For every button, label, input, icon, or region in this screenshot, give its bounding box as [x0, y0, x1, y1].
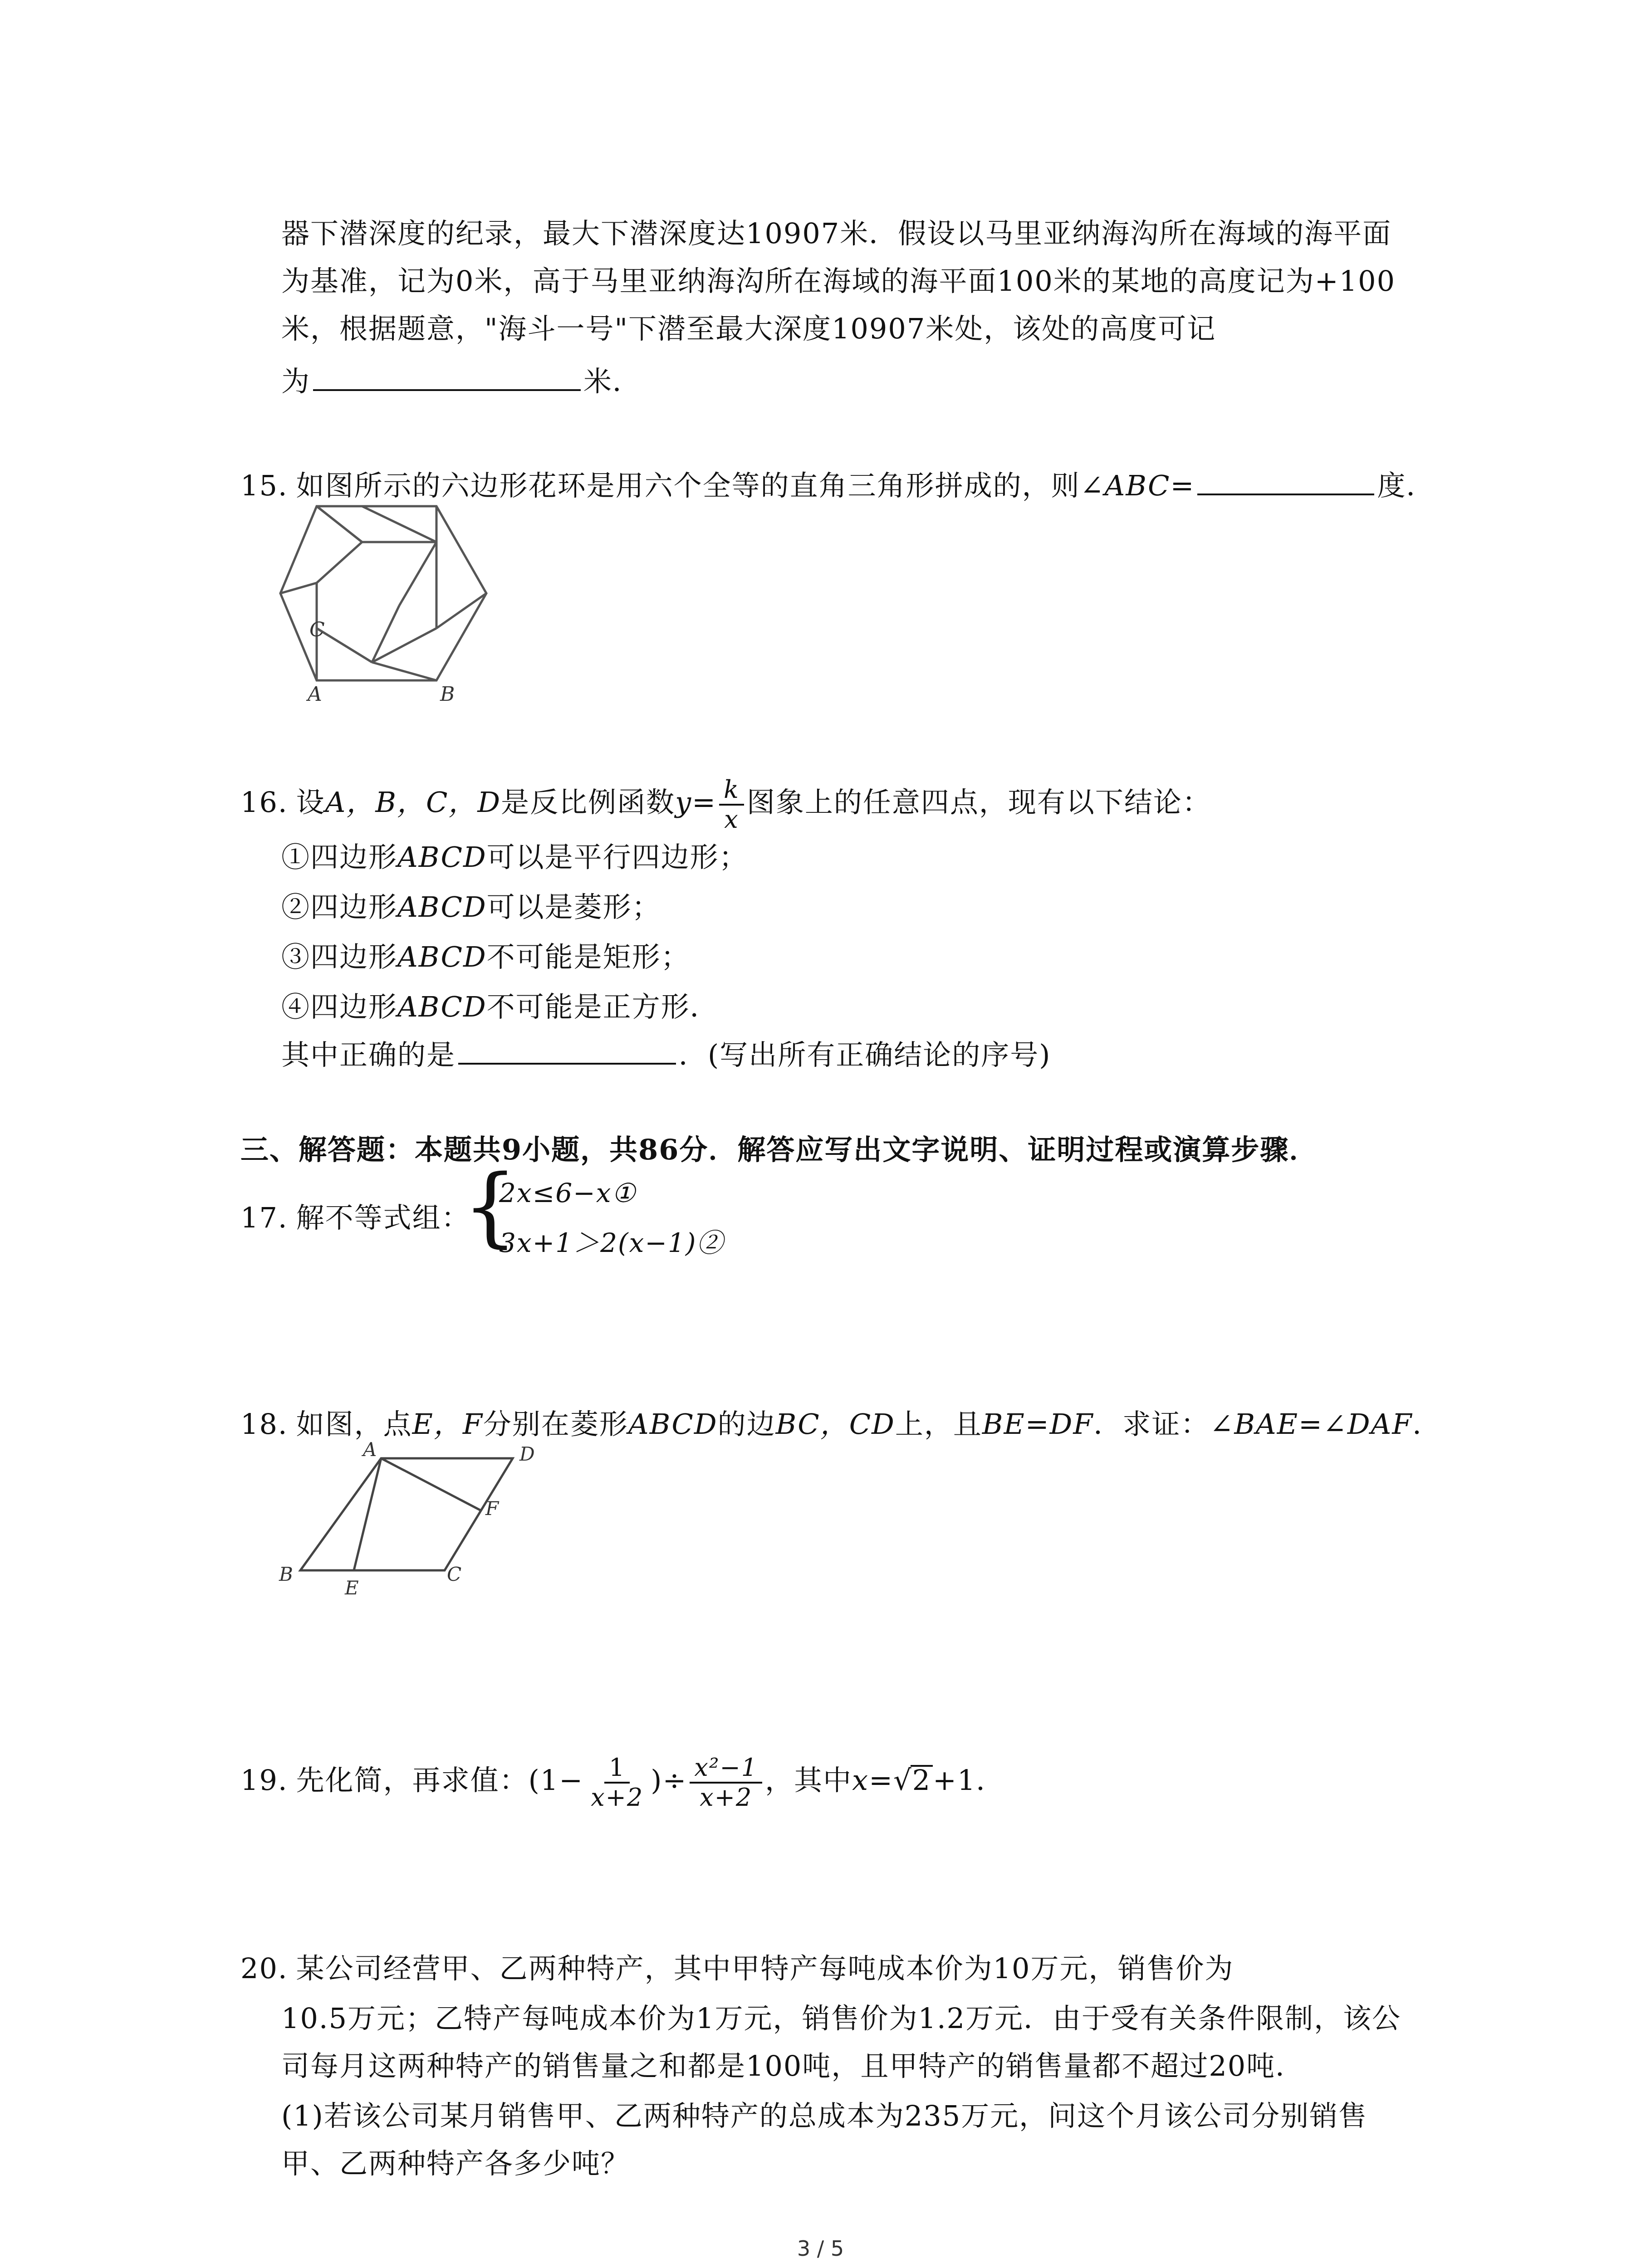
q15-answer-blank[interactable] — [1197, 467, 1374, 495]
label-e: E — [345, 1577, 359, 1599]
q16-item-1: ①四边形ABCD可以是平行四边形； — [281, 841, 748, 874]
q17-inequality-2: 3x+1＞2(x−1)② — [499, 1227, 724, 1258]
q18-text: 18. 如图，点E，F分别在菱形ABCD的边BC，CD上，且BE=DF．求证：∠BAE=∠DAF． — [240, 1408, 1442, 1441]
label-b: B — [440, 683, 455, 705]
label-f: F — [485, 1497, 499, 1520]
label-a: A — [308, 683, 322, 705]
label-c: C — [309, 618, 325, 641]
q17-text: 17. 解不等式组： — [240, 1201, 470, 1234]
fraction-1-over-x-plus-2: $\frac{1}{x+2}$ — [591, 1753, 644, 1812]
q19-text: 19. 先化简，再求值：(1− $\frac{1}{x+2}$ )÷ $\frac{\text{x²−1}}{x+2}$ ，其中x=√2+1． — [240, 1753, 1005, 1812]
q16-answer-line: 其中正确的是 ．(写出所有正确结论的序号) — [281, 1036, 1051, 1073]
system-brace: { — [463, 1156, 518, 1256]
label-a: A — [363, 1438, 377, 1461]
label-c: C — [447, 1563, 462, 1585]
q16-item-2: ②四边形ABCD可以是菱形； — [281, 890, 661, 924]
q20-line-2: 10.5万元；乙特产每吨成本价为1万元，销售价为1.2万元．由于受有关条件限制，该公 — [281, 2002, 1401, 2035]
label-b: B — [279, 1563, 293, 1585]
q20-line-3: 司每月这两种特产的销售量之和都是100吨，且甲特产的销售量都不超过20吨． — [281, 2049, 1305, 2082]
q14-line-3: 米，根据题意，"海斗一号"下潜至最大深度10907米处，该处的高度可记 — [281, 312, 1216, 345]
q15-text: 15. 如图所示的六边形花环是用六个全等的直角三角形拼成的，则∠ABC= 度． — [240, 467, 1435, 504]
q17-inequality-1: 2x≤6−x① — [499, 1178, 637, 1208]
fraction-x2-minus-1-over-x-plus-2: $\frac{\text{x²−1}}{x+2}$ — [690, 1754, 762, 1812]
page-number: 3 / 5 — [797, 2236, 844, 2261]
sqrt-radicand: 2 — [911, 1765, 933, 1794]
q16-text: 16. 设A，B，C，D是反比例函数y= $\frac{k}{x}$ 图象上的任意四点，现有以下结论： — [240, 775, 1211, 834]
q16-answer-blank[interactable] — [458, 1036, 676, 1065]
q16-item-3: ③四边形ABCD不可能是矩形； — [281, 940, 690, 973]
q20-line-4: (1)若该公司某月销售甲、乙两种特产的总成本为235万元，问这个月该公司分别销售 — [281, 2099, 1368, 2132]
rhombus-figure — [272, 1438, 554, 1601]
q20-line-1: 20. 某公司经营甲、乙两种特产，其中甲特产每吨成本价为10万元，销售价为 — [240, 1952, 1234, 1985]
section-3-heading: 三、解答题：本题共9小题，共86分．解答应写出文字说明、证明过程或演算步骤． — [240, 1133, 1318, 1166]
q14-line-2: 为基准，记为0米，高于马里亚纳海沟所在海域的海平面100米的某地的高度记为+100 — [281, 264, 1396, 298]
q14-answer-blank[interactable] — [313, 363, 581, 391]
q20-line-5: 甲、乙两种特产各多少吨？ — [281, 2147, 630, 2180]
hexagon-garland-figure — [268, 492, 504, 705]
q16-item-4: ④四边形ABCD不可能是正方形． — [281, 990, 719, 1023]
k-over-x-fraction: $\frac{k}{x}$ — [719, 776, 744, 834]
q14-line-1: 器下潜深度的纪录，最大下潜深度达10907米．假设以马里亚纳海沟所在海域的海平面 — [281, 217, 1392, 250]
q14-line-4: 为 米． — [281, 363, 642, 400]
label-d: D — [519, 1443, 535, 1465]
